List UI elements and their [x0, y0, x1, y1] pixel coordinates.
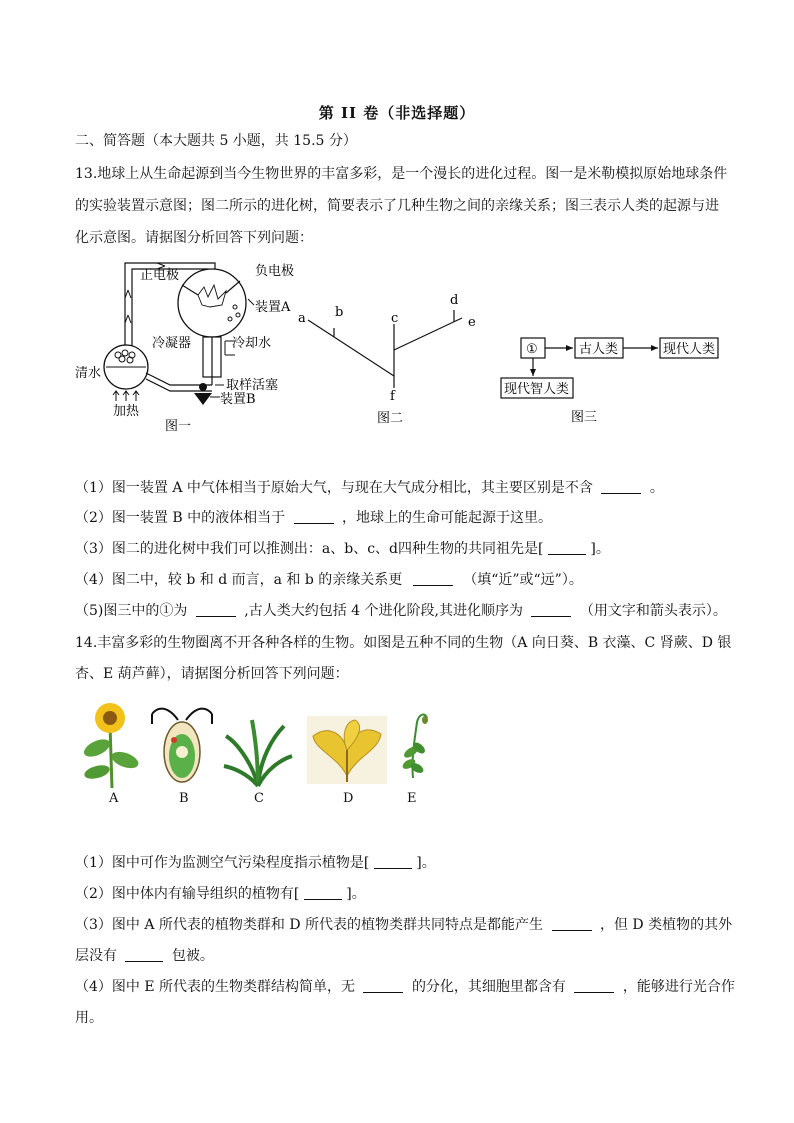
plant-label-c: C [254, 791, 264, 806]
plant-label-e: E [407, 791, 417, 806]
fig1-water-label: 清水 [75, 366, 102, 381]
answer-blank[interactable] [363, 978, 403, 993]
q14-sub-4-middle-2: ，能够进行光合作 [622, 979, 735, 995]
q14-sub-4-text: （4）图中 E 所代表的生物类群结构简单，无 [75, 979, 356, 995]
answer-blank[interactable] [574, 978, 614, 993]
q13-sub-3-end: ]。 [590, 541, 610, 557]
plant-c-fern-image [222, 712, 294, 788]
fig3-box-1: ① [526, 342, 538, 357]
answer-blank[interactable] [196, 602, 236, 617]
q13-sub-5 [75, 601, 755, 621]
q14-sub-2 [75, 884, 755, 904]
tree-node-a: a [298, 311, 306, 326]
fig1-cooling-water-label: 冷却水 [232, 336, 272, 351]
plant-a-sunflower-image [75, 700, 145, 790]
plant-label-d: D [343, 791, 354, 806]
part-title: 第 II 卷（非选择题） [318, 104, 476, 122]
fig1-caption: 图一 [165, 419, 192, 434]
q14-sub-3 [75, 915, 755, 935]
q13-sub-5-end: （用文字和箭头表示）。 [579, 603, 727, 619]
q14-sub-1 [75, 853, 755, 873]
fig3-caption: 图三 [571, 410, 598, 425]
answer-blank[interactable] [125, 947, 163, 962]
q14-sub-2-end: ]。 [346, 886, 366, 902]
fig3-box-modern-humans: 现代人类 [663, 342, 716, 357]
fig1-valve-label: 取样活塞 [226, 378, 279, 393]
plant-label-a: A [109, 791, 119, 806]
figure-3-human-evolution [495, 330, 735, 430]
q14-text-line-1: 14.丰富多彩的生物圈离不开各种各样的生物。如图是五种不同的生物（A 向日葵、B 衣藻、C 肾蕨、D 银 [75, 635, 732, 651]
q14-text-line-2: 杏、E 葫芦藓），请据图分析回答下列问题： [75, 666, 349, 682]
figure-1-miller-apparatus [70, 255, 310, 435]
q14-sub-1-text: （1）图中可作为监测空气污染程度指示植物是[ [75, 855, 370, 871]
fig1-positive-electrode-label: 正电极 [140, 268, 180, 283]
q14-sub-3-cont [75, 946, 755, 966]
q13-text-line-2: 的实验装置示意图；图二所示的进化树，简要表示了几种生物之间的亲缘关系；图三表示人类的起源与进 [75, 198, 719, 214]
tree-node-c: c [391, 311, 399, 326]
q13-sub-5-middle: ,古人类大约包括 4 个进化阶段,其进化顺序为 [244, 603, 523, 619]
fig3-box-modern-sapiens: 现代智人类 [504, 382, 570, 397]
answer-blank[interactable] [601, 479, 641, 494]
fig1-device-a-label: 装置A [255, 300, 291, 315]
q13-sub-2-end: ，地球上的生命可能起源于这里。 [342, 510, 553, 526]
fig1-heating-label: 加热 [113, 404, 140, 419]
answer-blank[interactable] [304, 885, 342, 900]
q14-sub-1-end: ]。 [416, 855, 436, 871]
q13-sub-1 [75, 478, 755, 498]
q14-sub-4-cont: 用。 [75, 1010, 103, 1026]
q13-sub-5-text: （5)图三中的①为 [75, 603, 188, 619]
answer-blank[interactable] [294, 509, 334, 524]
q13-sub-2 [75, 508, 755, 528]
q13-text-line-1: 13.地球上从生命起源到当今生物世界的丰富多彩，是一个漫长的进化过程。图一是米勒模拟原始地球条件 [75, 166, 728, 182]
tree-node-d: d [450, 293, 459, 308]
fig2-caption: 图二 [377, 411, 404, 426]
q13-sub-4-text: （4）图二中，较 b 和 d 而言，a 和 b 的亲缘关系更 [75, 572, 403, 588]
answer-blank[interactable] [552, 916, 592, 931]
tree-node-f: f [390, 389, 395, 404]
section-heading: 二、简答题（本大题共 5 小题，共 15.5 分） [75, 133, 357, 149]
answer-blank[interactable] [531, 602, 571, 617]
answer-blank[interactable] [413, 571, 453, 586]
q14-sub-3-text-2: 层没有 [75, 948, 117, 964]
plant-b-chlamydomonas-image [148, 700, 218, 790]
q14-sub-4 [75, 977, 755, 997]
q13-sub-3 [75, 539, 755, 559]
tree-node-e: e [468, 315, 476, 330]
q13-sub-4 [75, 570, 755, 590]
fig1-condenser-label: 冷凝器 [152, 336, 192, 351]
q14-sub-4-middle: 的分化，其细胞里都含有 [411, 979, 566, 995]
q13-sub-4-end: （填“近”或“远”）。 [463, 572, 583, 588]
answer-blank[interactable] [548, 540, 586, 555]
q13-sub-1-end: 。 [649, 480, 664, 496]
plant-label-b: B [179, 791, 189, 806]
answer-blank[interactable] [374, 854, 412, 869]
plant-e-moss-image [397, 708, 431, 780]
q14-sub-2-text: （2）图中体内有输导组织的植物有[ [75, 886, 300, 902]
figure-2-evolution-tree [290, 290, 490, 430]
q13-text-line-3: 化示意图。请据图分析回答下列问题： [75, 230, 313, 246]
fig3-box-ancient-humans: 古人类 [579, 342, 619, 357]
q13-sub-1-text: （1）图一装置 A 中气体相当于原始大气，与现在大气成分相比，其主要区别是不含 [75, 480, 593, 496]
tree-node-b: b [335, 305, 344, 320]
q13-sub-2-text: （2）图一装置 B 中的液体相当于 [75, 510, 286, 526]
q14-sub-3-end: 包被。 [171, 948, 214, 964]
q14-sub-3-text: （3）图中 A 所代表的植物类群和 D 所代表的植物类群共同特点是都能产生 [75, 917, 544, 933]
plant-d-ginkgo-image [307, 716, 387, 784]
q14-sub-3-middle: ，但 D 类植物的其外 [599, 917, 733, 933]
fig1-negative-electrode-label: 负电极 [255, 264, 295, 279]
fig1-device-b-label: 装置B [220, 392, 256, 407]
q13-sub-3-text: （3）图二的进化树中我们可以推测出：a、b、c、d四种生物的共同祖先是[ [75, 541, 544, 557]
